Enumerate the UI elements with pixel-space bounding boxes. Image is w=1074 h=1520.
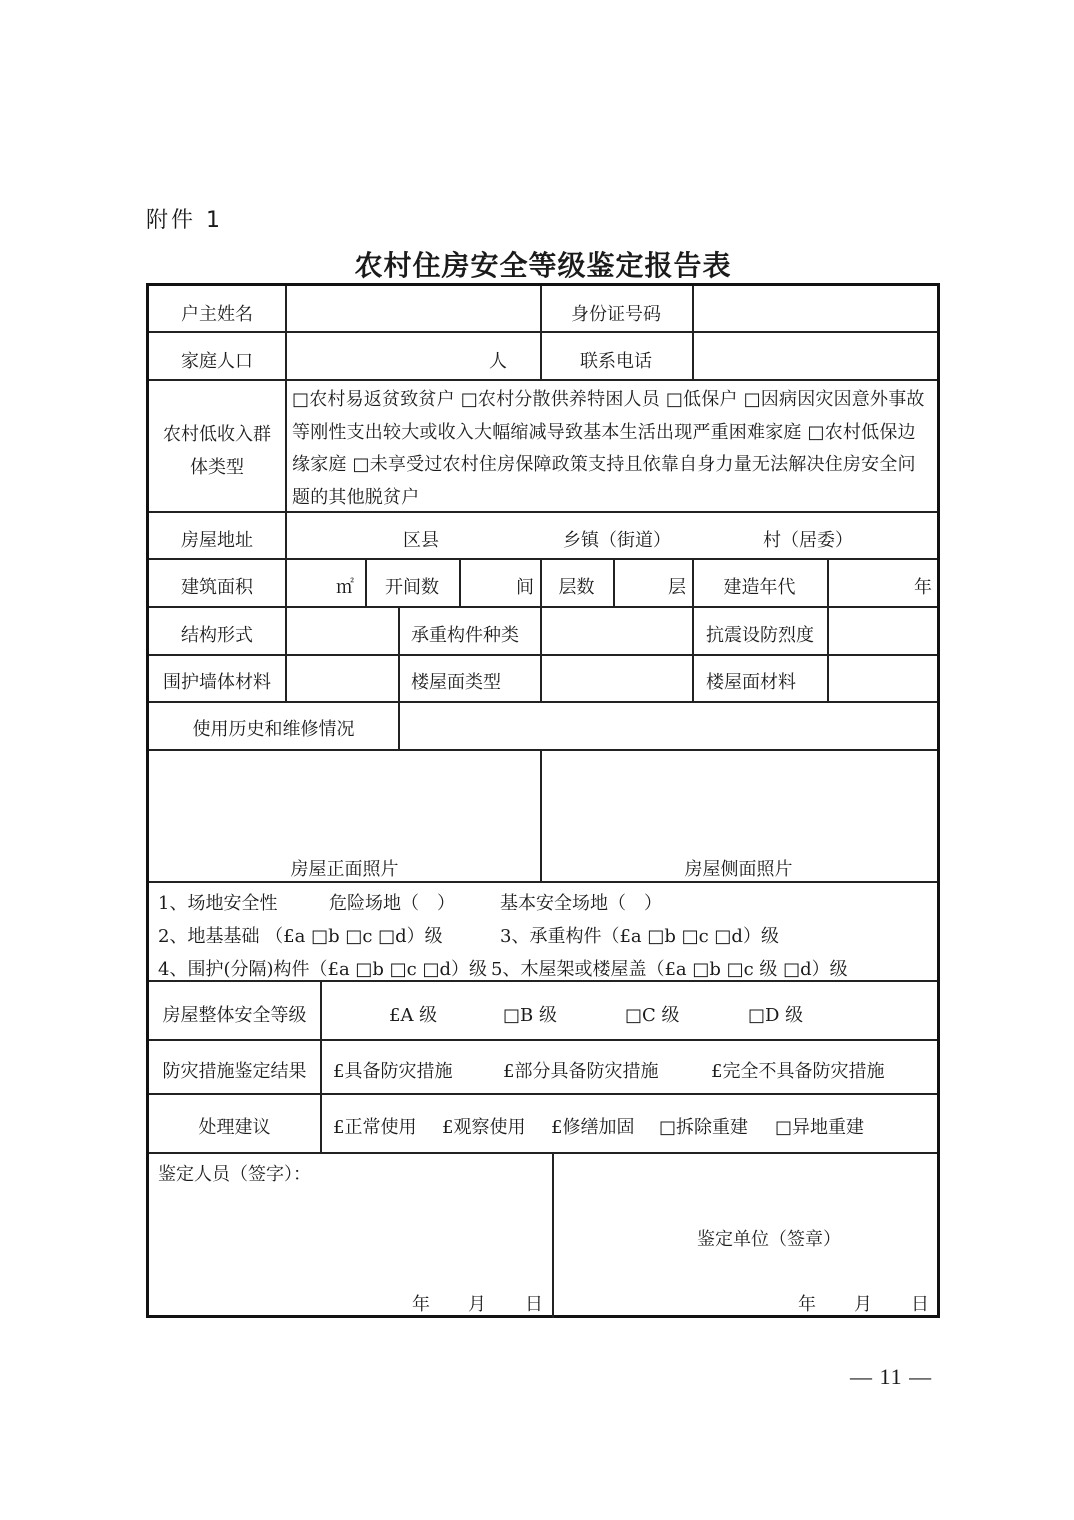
area-label: 建筑面积 [181, 577, 253, 598]
build-year-label: 建造年代 [723, 577, 796, 598]
address-district: 区县 [403, 530, 439, 551]
address-label: 房屋地址 [181, 530, 253, 551]
grade-c-option: □C 级 [625, 1005, 680, 1026]
advice-relocate-option: □异地重建 [775, 1117, 865, 1138]
population-label: 家庭人口 [181, 351, 253, 372]
bays-label: 开间数 [385, 577, 439, 598]
site-safety-label: 1、场地安全性 [158, 893, 278, 914]
disaster-partial-option: £部分具备防灾措施 [503, 1061, 659, 1082]
owner-name-label: 户主姓名 [181, 304, 253, 325]
page-number: — 11 — [850, 1364, 933, 1389]
row-divider [149, 379, 937, 381]
appraisal-unit-seal-label: 鉴定单位（签章） [697, 1229, 841, 1250]
disaster-full-option: £具备防灾措施 [333, 1061, 453, 1082]
floors-label: 层数 [558, 577, 595, 598]
col-divider [398, 606, 400, 749]
disaster-result-label: 防灾措施鉴定结果 [162, 1061, 307, 1082]
enclosure-grade: 4、围护(分隔)构件（£a □b □c □d）级 [158, 959, 487, 980]
overall-grade-label: 房屋整体安全等级 [162, 1005, 307, 1026]
row-divider [149, 331, 937, 333]
col-divider [552, 1152, 554, 1318]
row-divider [149, 1039, 937, 1041]
group-type-label-line2: 体类型 [190, 457, 244, 478]
row-divider [149, 606, 937, 608]
unit-year: 年 [798, 1294, 816, 1315]
appraiser-year: 年 [412, 1294, 430, 1315]
safe-site-option: 基本安全场地（ ） [500, 893, 662, 914]
col-divider [320, 980, 322, 1152]
structure-label: 结构形式 [181, 625, 253, 646]
id-number-label: 身份证号码 [571, 304, 661, 325]
population-unit: 人 [489, 351, 507, 372]
row-divider [149, 701, 937, 703]
seismic-label: 抗震设防烈度 [706, 625, 814, 646]
grade-d-option: □D 级 [748, 1005, 804, 1026]
floors-unit: 层 [668, 577, 686, 598]
appraiser-day: 日 [525, 1294, 543, 1315]
col-divider [692, 286, 694, 380]
row-divider [149, 980, 937, 982]
group-type-label-line1: 农村低收入群 [163, 424, 271, 445]
foundation-grade: 2、地基基础 （£a □b □c □d）级 [158, 926, 443, 947]
row-divider [149, 881, 937, 883]
grade-b-option: □B 级 [503, 1005, 557, 1026]
disaster-none-option: £完全不具备防灾措施 [711, 1061, 885, 1082]
address-town: 乡镇（街道） [563, 530, 671, 551]
phone-label: 联系电话 [580, 351, 652, 372]
col-divider [827, 558, 829, 701]
roof-grade: 5、木屋架或楼屋盖（£a □b □c 级 □d）级 [491, 959, 848, 980]
grade-a-option: £A 级 [389, 1005, 438, 1026]
bearing-type-label: 承重构件种类 [411, 625, 519, 646]
report-form-table [146, 283, 940, 1318]
side-photo-label: 房屋侧面照片 [684, 859, 793, 880]
history-label: 使用历史和维修情况 [192, 719, 355, 740]
advice-demolish-option: □拆除重建 [659, 1117, 749, 1138]
build-year-unit: 年 [914, 577, 932, 598]
unit-day: 日 [911, 1294, 929, 1315]
appraiser-month: 月 [468, 1294, 486, 1315]
annex-label: 附件 1 [146, 208, 223, 233]
advice-label: 处理建议 [198, 1117, 271, 1138]
front-photo-label: 房屋正面照片 [290, 859, 399, 880]
group-type-options: □农村易返贫致贫户 □农村分散供养特困人员 □低保户 □因病因灾因意外事故等刚性支出较大或收入大幅缩减导致基本生活出现严重困难家庭 □农村低保边缘家庭 □未享受过农村住房保障政策支持且依靠自身力量无法解决住房安全问题的其他脱贫户 [292, 389, 925, 508]
bays-unit: 间 [516, 577, 534, 598]
floor-type-label: 楼屋面类型 [411, 672, 501, 693]
bearing-grade: 3、承重构件（£a □b □c □d）级 [500, 926, 779, 947]
advice-repair-option: £修缮加固 [551, 1117, 635, 1138]
col-divider [613, 558, 615, 606]
col-divider [459, 558, 461, 606]
row-divider [149, 1093, 937, 1095]
row-divider [149, 749, 937, 751]
advice-observe-option: £观察使用 [442, 1117, 526, 1138]
area-unit: ㎡ [336, 577, 354, 598]
row-divider [149, 1152, 937, 1154]
row-divider [149, 654, 937, 656]
unit-month: 月 [854, 1294, 872, 1315]
wall-material-label: 围护墙体材料 [163, 672, 271, 693]
advice-normal-option: £正常使用 [333, 1117, 417, 1138]
row-divider [149, 558, 937, 560]
form-title: 农村住房安全等级鉴定报告表 [354, 249, 732, 282]
address-village: 村（居委） [763, 530, 853, 551]
col-divider [285, 286, 287, 701]
appraiser-signature-label: 鉴定人员（签字）： [158, 1164, 311, 1185]
danger-site-option: 危险场地（ ） [329, 893, 455, 914]
floor-material-label: 楼屋面材料 [706, 672, 796, 693]
